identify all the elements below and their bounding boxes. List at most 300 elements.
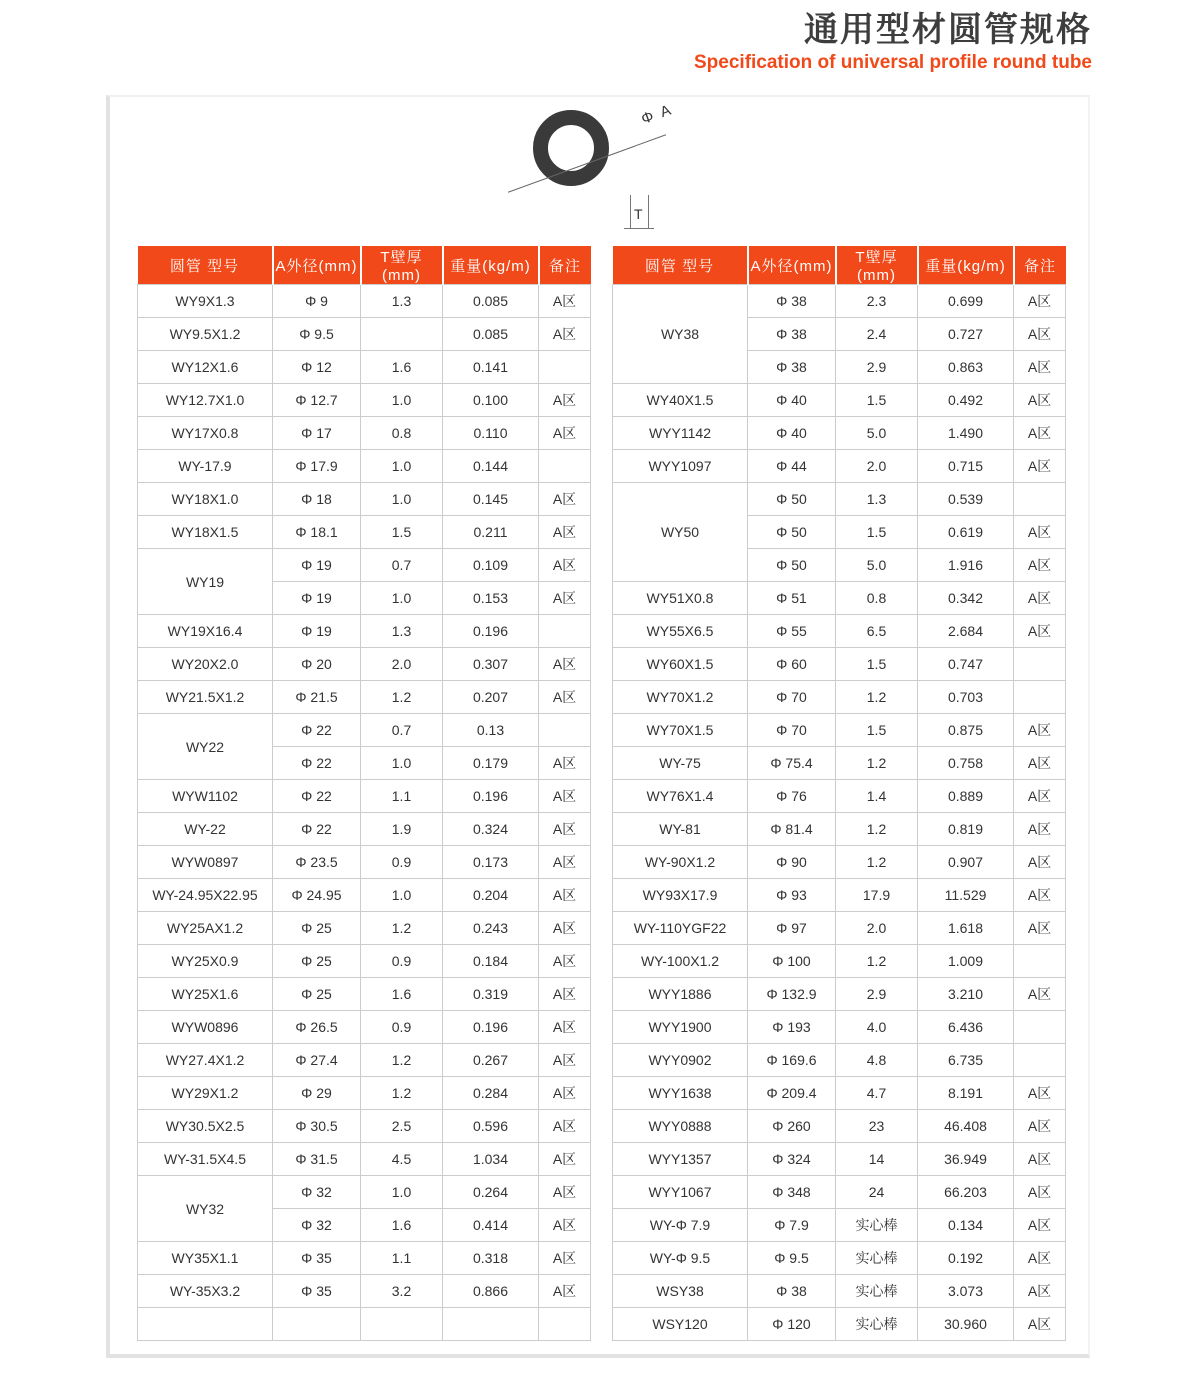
- wall-thickness-cell: 1.5: [836, 384, 918, 417]
- wall-thickness-cell: 1.5: [836, 516, 918, 549]
- weight-cell: 0.085: [443, 318, 539, 351]
- model-cell: WY35X1.1: [138, 1242, 273, 1275]
- outer-diameter-cell: Φ 19: [273, 582, 361, 615]
- outer-diameter-cell: Φ 22: [273, 747, 361, 780]
- outer-diameter-cell: Φ 90: [748, 846, 836, 879]
- note-cell: A区: [539, 1044, 591, 1077]
- table-row: [613, 681, 1066, 714]
- header-row: [613, 246, 1066, 285]
- wall-thickness-cell: 0.8: [361, 417, 443, 450]
- weight-cell: 0.179: [443, 747, 539, 780]
- model-cell: WY60X1.5: [613, 648, 748, 681]
- weight-cell: 0.324: [443, 813, 539, 846]
- outer-diameter-cell: Φ 260: [748, 1110, 836, 1143]
- model-cell: WY12.7X1.0: [138, 384, 273, 417]
- wall-thickness-cell: 1.2: [361, 681, 443, 714]
- left-table-header: [138, 246, 591, 285]
- right-table-header: [613, 246, 1066, 285]
- wall-thickness-cell: 14: [836, 1143, 918, 1176]
- table-row: [613, 1176, 1066, 1209]
- thickness-dimension-line-left: [630, 195, 631, 228]
- note-cell: A区: [1014, 1077, 1066, 1110]
- weight-cell: 3.210: [918, 978, 1014, 1011]
- column-header-wall-thickness: T壁厚(mm): [361, 246, 443, 285]
- weight-cell: 0.141: [443, 351, 539, 384]
- wall-thickness-cell: 1.5: [361, 516, 443, 549]
- table-row: [613, 1044, 1066, 1077]
- weight-cell: 0.907: [918, 846, 1014, 879]
- wall-thickness-cell: 0.8: [836, 582, 918, 615]
- note-cell: A区: [1014, 1308, 1066, 1341]
- model-cell: WYY1067: [613, 1176, 748, 1209]
- wall-thickness-cell: 1.1: [361, 1242, 443, 1275]
- table-row: [613, 285, 1066, 318]
- wall-thickness-cell: 0.7: [361, 549, 443, 582]
- weight-cell: 0.758: [918, 747, 1014, 780]
- outer-diameter-cell: Φ 50: [748, 549, 836, 582]
- outer-diameter-cell: Φ 132.9: [748, 978, 836, 1011]
- weight-cell: 0.134: [918, 1209, 1014, 1242]
- page-subtitle: Specification of universal profile round tube: [694, 51, 1092, 73]
- model-cell: WY-Φ 9.5: [613, 1242, 748, 1275]
- table-row: [138, 549, 591, 582]
- table-row: [613, 1242, 1066, 1275]
- wall-thickness-cell: 1.0: [361, 747, 443, 780]
- weight-cell: 0.889: [918, 780, 1014, 813]
- outer-diameter-cell: Φ 7.9: [748, 1209, 836, 1242]
- table-row: [138, 780, 591, 813]
- note-cell: [1014, 945, 1066, 978]
- outer-diameter-cell: Φ 32: [273, 1176, 361, 1209]
- weight-cell: 0.492: [918, 384, 1014, 417]
- table-row: [613, 714, 1066, 747]
- model-cell: WY22: [138, 714, 273, 780]
- model-cell: WYW0897: [138, 846, 273, 879]
- wall-thickness-cell: 实心棒: [836, 1209, 918, 1242]
- table-row: [613, 945, 1066, 978]
- model-cell: WY-22: [138, 813, 273, 846]
- note-cell: A区: [539, 483, 591, 516]
- table-row: [613, 483, 1066, 516]
- model-cell: WY18X1.5: [138, 516, 273, 549]
- wall-thickness-cell: [361, 1308, 443, 1341]
- weight-cell: 0.211: [443, 516, 539, 549]
- note-cell: A区: [539, 1209, 591, 1242]
- outer-diameter-cell: Φ 40: [748, 384, 836, 417]
- note-cell: A区: [1014, 747, 1066, 780]
- outer-diameter-cell: Φ 25: [273, 945, 361, 978]
- model-cell: WY-24.95X22.95: [138, 879, 273, 912]
- thickness-dimension-line-right: [648, 195, 649, 228]
- weight-cell: 0.875: [918, 714, 1014, 747]
- note-cell: A区: [539, 978, 591, 1011]
- weight-cell: 1.034: [443, 1143, 539, 1176]
- model-cell: WYY1886: [613, 978, 748, 1011]
- outer-diameter-cell: Φ 35: [273, 1275, 361, 1308]
- weight-cell: 0.747: [918, 648, 1014, 681]
- tube-cross-section-ring: [533, 110, 609, 186]
- wall-thickness-cell: 2.9: [836, 351, 918, 384]
- model-cell: WYY1142: [613, 417, 748, 450]
- table-row: [138, 813, 591, 846]
- note-cell: A区: [1014, 549, 1066, 582]
- table-row: [613, 384, 1066, 417]
- note-cell: A区: [539, 417, 591, 450]
- left-table-body: [138, 285, 591, 1341]
- weight-cell: 30.960: [918, 1308, 1014, 1341]
- weight-cell: 46.408: [918, 1110, 1014, 1143]
- weight-cell: 0.284: [443, 1077, 539, 1110]
- model-cell: WY38: [613, 285, 748, 384]
- wall-thickness-cell: 4.8: [836, 1044, 918, 1077]
- model-cell: WY9X1.3: [138, 285, 273, 318]
- table-row: [138, 1110, 591, 1143]
- note-cell: A区: [1014, 450, 1066, 483]
- outer-diameter-cell: Φ 324: [748, 1143, 836, 1176]
- table-row: [138, 681, 591, 714]
- model-cell: WY20X2.0: [138, 648, 273, 681]
- model-cell: WYW1102: [138, 780, 273, 813]
- wall-thickness-cell: 24: [836, 1176, 918, 1209]
- note-cell: A区: [1014, 417, 1066, 450]
- table-row: [613, 615, 1066, 648]
- model-cell: WY-35X3.2: [138, 1275, 273, 1308]
- note-cell: [539, 351, 591, 384]
- note-cell: A区: [539, 1011, 591, 1044]
- outer-diameter-cell: Φ 38: [748, 1275, 836, 1308]
- outer-diameter-cell: Φ 25: [273, 978, 361, 1011]
- model-cell: WY12X1.6: [138, 351, 273, 384]
- table-row: [613, 1011, 1066, 1044]
- wall-thickness-cell: 1.5: [836, 648, 918, 681]
- table-row: [613, 912, 1066, 945]
- table-row: [138, 1275, 591, 1308]
- column-header-model: 圆管 型号: [613, 246, 748, 285]
- wall-thickness-cell: 实心棒: [836, 1275, 918, 1308]
- model-cell: WY93X17.9: [613, 879, 748, 912]
- weight-cell: 0.539: [918, 483, 1014, 516]
- weight-cell: 0.318: [443, 1242, 539, 1275]
- note-cell: A区: [1014, 1275, 1066, 1308]
- outer-diameter-cell: Φ 30.5: [273, 1110, 361, 1143]
- table-row: [138, 1077, 591, 1110]
- weight-cell: 0.243: [443, 912, 539, 945]
- note-cell: [539, 714, 591, 747]
- column-header-weight: 重量(kg/m): [443, 246, 539, 285]
- outer-diameter-cell: Φ 348: [748, 1176, 836, 1209]
- note-cell: A区: [539, 318, 591, 351]
- wall-thickness-cell: 6.5: [836, 615, 918, 648]
- weight-cell: 8.191: [918, 1077, 1014, 1110]
- wall-thickness-cell: 4.5: [361, 1143, 443, 1176]
- note-cell: A区: [539, 648, 591, 681]
- note-cell: A区: [1014, 351, 1066, 384]
- table-row: [613, 582, 1066, 615]
- wall-thickness-cell: 1.3: [836, 483, 918, 516]
- column-header-outer-diameter: A外径(mm): [273, 246, 361, 285]
- outer-diameter-cell: Φ 25: [273, 912, 361, 945]
- wall-thickness-cell: 1.9: [361, 813, 443, 846]
- wall-thickness-cell: 2.4: [836, 318, 918, 351]
- wall-thickness-cell: 1.6: [361, 351, 443, 384]
- wall-thickness-cell: 3.2: [361, 1275, 443, 1308]
- note-cell: A区: [539, 1143, 591, 1176]
- table-row: [613, 846, 1066, 879]
- wall-thickness-cell: 1.0: [361, 384, 443, 417]
- weight-cell: 3.073: [918, 1275, 1014, 1308]
- thickness-label: T: [634, 206, 643, 222]
- table-row: [613, 417, 1066, 450]
- wall-thickness-cell: 2.0: [361, 648, 443, 681]
- wall-thickness-cell: 2.3: [836, 285, 918, 318]
- outer-diameter-cell: Φ 38: [748, 318, 836, 351]
- weight-cell: 0.619: [918, 516, 1014, 549]
- model-cell: WY27.4X1.2: [138, 1044, 273, 1077]
- model-cell: WY50: [613, 483, 748, 582]
- weight-cell: 0.267: [443, 1044, 539, 1077]
- weight-cell: 0.100: [443, 384, 539, 417]
- table-row: [613, 747, 1066, 780]
- table-row: [138, 450, 591, 483]
- model-cell: WY-100X1.2: [613, 945, 748, 978]
- model-cell: WYY1357: [613, 1143, 748, 1176]
- table-row: [138, 1308, 591, 1341]
- wall-thickness-cell: 1.4: [836, 780, 918, 813]
- wall-thickness-cell: 实心棒: [836, 1242, 918, 1275]
- note-cell: A区: [1014, 582, 1066, 615]
- outer-diameter-cell: Φ 23.5: [273, 846, 361, 879]
- note-cell: A区: [1014, 846, 1066, 879]
- outer-diameter-cell: Φ 97: [748, 912, 836, 945]
- wall-thickness-cell: 1.0: [361, 582, 443, 615]
- note-cell: [539, 615, 591, 648]
- model-cell: WY18X1.0: [138, 483, 273, 516]
- weight-cell: 0.196: [443, 1011, 539, 1044]
- note-cell: A区: [1014, 912, 1066, 945]
- outer-diameter-cell: Φ 51: [748, 582, 836, 615]
- note-cell: A区: [1014, 285, 1066, 318]
- weight-cell: 0.110: [443, 417, 539, 450]
- weight-cell: 0.596: [443, 1110, 539, 1143]
- model-cell: WY70X1.2: [613, 681, 748, 714]
- note-cell: A区: [1014, 978, 1066, 1011]
- outer-diameter-cell: Φ 19: [273, 549, 361, 582]
- weight-cell: 1.916: [918, 549, 1014, 582]
- table-row: [138, 1044, 591, 1077]
- outer-diameter-cell: Φ 100: [748, 945, 836, 978]
- note-cell: A区: [1014, 1176, 1066, 1209]
- outer-diameter-cell: Φ 93: [748, 879, 836, 912]
- column-header-note: 备注: [539, 246, 591, 285]
- note-cell: A区: [539, 1077, 591, 1110]
- model-cell: WY21.5X1.2: [138, 681, 273, 714]
- note-cell: A区: [1014, 318, 1066, 351]
- outer-diameter-cell: Φ 120: [748, 1308, 836, 1341]
- weight-cell: 0.342: [918, 582, 1014, 615]
- weight-cell: 0.192: [918, 1242, 1014, 1275]
- note-cell: A区: [539, 549, 591, 582]
- note-cell: A区: [1014, 1110, 1066, 1143]
- weight-cell: 0.307: [443, 648, 539, 681]
- table-row: [138, 648, 591, 681]
- note-cell: A区: [539, 1110, 591, 1143]
- model-cell: WY9.5X1.2: [138, 318, 273, 351]
- table-row: [138, 714, 591, 747]
- weight-cell: 0.819: [918, 813, 1014, 846]
- note-cell: A区: [539, 1176, 591, 1209]
- outer-diameter-cell: Φ 18.1: [273, 516, 361, 549]
- model-cell: WY30.5X2.5: [138, 1110, 273, 1143]
- outer-diameter-cell: Φ 75.4: [748, 747, 836, 780]
- note-cell: A区: [1014, 714, 1066, 747]
- model-cell: WY29X1.2: [138, 1077, 273, 1110]
- model-cell: WSY38: [613, 1275, 748, 1308]
- weight-cell: 0.196: [443, 615, 539, 648]
- wall-thickness-cell: 1.2: [836, 813, 918, 846]
- table-row: [613, 1275, 1066, 1308]
- model-cell: WY17X0.8: [138, 417, 273, 450]
- model-cell: WSY120: [613, 1308, 748, 1341]
- outer-diameter-cell: Φ 21.5: [273, 681, 361, 714]
- model-cell: WY-31.5X4.5: [138, 1143, 273, 1176]
- note-cell: [1014, 483, 1066, 516]
- table-row: [138, 318, 591, 351]
- outer-diameter-cell: Φ 17: [273, 417, 361, 450]
- outer-diameter-cell: Φ 29: [273, 1077, 361, 1110]
- table-row: [613, 813, 1066, 846]
- header-row: [138, 246, 591, 285]
- model-cell: WY25AX1.2: [138, 912, 273, 945]
- weight-cell: 0.264: [443, 1176, 539, 1209]
- column-header-model: 圆管 型号: [138, 246, 273, 285]
- wall-thickness-cell: 2.0: [836, 912, 918, 945]
- wall-thickness-cell: 1.0: [361, 450, 443, 483]
- outer-diameter-cell: Φ 60: [748, 648, 836, 681]
- wall-thickness-cell: 23: [836, 1110, 918, 1143]
- weight-cell: 0.144: [443, 450, 539, 483]
- model-cell: WYY1097: [613, 450, 748, 483]
- note-cell: [1014, 681, 1066, 714]
- weight-cell: 0.145: [443, 483, 539, 516]
- outer-diameter-cell: Φ 20: [273, 648, 361, 681]
- outer-diameter-cell: Φ 50: [748, 483, 836, 516]
- note-cell: A区: [1014, 813, 1066, 846]
- column-header-weight: 重量(kg/m): [918, 246, 1014, 285]
- outer-diameter-cell: Φ 76: [748, 780, 836, 813]
- outer-diameter-cell: Φ 9: [273, 285, 361, 318]
- note-cell: A区: [1014, 1209, 1066, 1242]
- weight-cell: 66.203: [918, 1176, 1014, 1209]
- outer-diameter-cell: [273, 1308, 361, 1341]
- table-row: [613, 1209, 1066, 1242]
- note-cell: A区: [539, 582, 591, 615]
- wall-thickness-cell: 4.0: [836, 1011, 918, 1044]
- table-row: [138, 351, 591, 384]
- table-row: [613, 1077, 1066, 1110]
- weight-cell: 2.684: [918, 615, 1014, 648]
- wall-thickness-cell: 1.2: [836, 681, 918, 714]
- outer-diameter-cell: Φ 81.4: [748, 813, 836, 846]
- outer-diameter-cell: Φ 22: [273, 813, 361, 846]
- model-cell: WY-81: [613, 813, 748, 846]
- weight-cell: 0.727: [918, 318, 1014, 351]
- weight-cell: 0.414: [443, 1209, 539, 1242]
- table-row: [138, 483, 591, 516]
- weight-cell: 1.009: [918, 945, 1014, 978]
- note-cell: A区: [539, 846, 591, 879]
- wall-thickness-cell: 1.0: [361, 879, 443, 912]
- column-header-note: 备注: [1014, 246, 1066, 285]
- outer-diameter-cell: Φ 70: [748, 714, 836, 747]
- model-cell: WY55X6.5: [613, 615, 748, 648]
- table-row: [138, 1176, 591, 1209]
- page-title: 通用型材圆管规格: [804, 11, 1092, 49]
- weight-cell: 6.436: [918, 1011, 1014, 1044]
- table-row: [613, 780, 1066, 813]
- model-cell: WYY0888: [613, 1110, 748, 1143]
- table-row: [613, 879, 1066, 912]
- outer-diameter-cell: Φ 38: [748, 285, 836, 318]
- note-cell: A区: [539, 813, 591, 846]
- note-cell: A区: [539, 945, 591, 978]
- model-cell: WY70X1.5: [613, 714, 748, 747]
- wall-thickness-cell: 17.9: [836, 879, 918, 912]
- model-cell: [138, 1308, 273, 1341]
- outer-diameter-cell: Φ 12: [273, 351, 361, 384]
- wall-thickness-cell: 1.2: [836, 846, 918, 879]
- table-row: [138, 1011, 591, 1044]
- outer-diameter-cell: Φ 27.4: [273, 1044, 361, 1077]
- model-cell: WYY0902: [613, 1044, 748, 1077]
- outer-diameter-cell: Φ 44: [748, 450, 836, 483]
- model-cell: WY-75: [613, 747, 748, 780]
- note-cell: [1014, 648, 1066, 681]
- outer-diameter-cell: Φ 50: [748, 516, 836, 549]
- wall-thickness-cell: 实心棒: [836, 1308, 918, 1341]
- model-cell: WY51X0.8: [613, 582, 748, 615]
- table-row: [613, 1143, 1066, 1176]
- outer-diameter-cell: Φ 9.5: [748, 1242, 836, 1275]
- table-row: [138, 417, 591, 450]
- weight-cell: 0.699: [918, 285, 1014, 318]
- outer-diameter-cell: Φ 22: [273, 780, 361, 813]
- outer-diameter-cell: Φ 26.5: [273, 1011, 361, 1044]
- note-cell: A区: [539, 879, 591, 912]
- table-row: [138, 879, 591, 912]
- model-cell: WY-110YGF22: [613, 912, 748, 945]
- outer-diameter-cell: Φ 169.6: [748, 1044, 836, 1077]
- weight-cell: 0.207: [443, 681, 539, 714]
- weight-cell: 0.173: [443, 846, 539, 879]
- wall-thickness-cell: 1.1: [361, 780, 443, 813]
- note-cell: A区: [539, 681, 591, 714]
- table-row: [138, 615, 591, 648]
- wall-thickness-cell: 0.9: [361, 945, 443, 978]
- note-cell: A区: [539, 516, 591, 549]
- wall-thickness-cell: 1.2: [361, 1077, 443, 1110]
- outer-diameter-cell: Φ 9.5: [273, 318, 361, 351]
- note-cell: A区: [1014, 1242, 1066, 1275]
- wall-thickness-cell: 1.3: [361, 615, 443, 648]
- table-row: [613, 1110, 1066, 1143]
- note-cell: A区: [1014, 516, 1066, 549]
- outer-diameter-cell: Φ 35: [273, 1242, 361, 1275]
- wall-thickness-cell: 1.6: [361, 1209, 443, 1242]
- wall-thickness-cell: [361, 318, 443, 351]
- outer-diameter-cell: Φ 32: [273, 1209, 361, 1242]
- note-cell: A区: [539, 384, 591, 417]
- wall-thickness-cell: 1.6: [361, 978, 443, 1011]
